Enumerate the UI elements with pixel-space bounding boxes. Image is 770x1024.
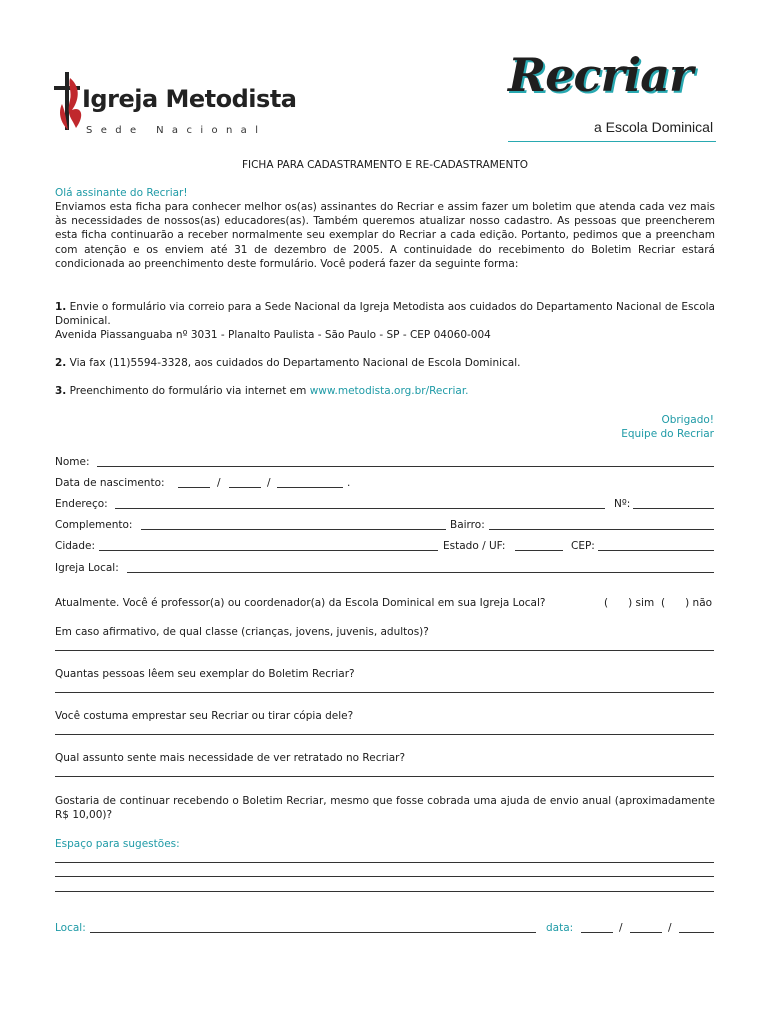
logo-subtitle: S e d e N a c i o n a l [86, 125, 261, 136]
input-data-ano[interactable] [679, 932, 714, 933]
form-title: FICHA PARA CADASTRAMENTO E RE-CADASTRAMENTO [241, 159, 529, 171]
option-3-number: 3. [55, 385, 67, 397]
label-numero: Nº: [614, 498, 631, 510]
field-cidade [55, 539, 714, 553]
input-numero[interactable] [633, 508, 714, 509]
input-igreja[interactable] [127, 572, 714, 573]
question-assunto [55, 751, 714, 765]
input-estado[interactable] [515, 550, 563, 551]
input-mes[interactable] [229, 487, 261, 488]
answer-classe[interactable] [55, 650, 714, 651]
question-leitores [55, 667, 714, 681]
field-nascimento [55, 476, 714, 490]
input-data-mes[interactable] [630, 932, 662, 933]
date-end: . [347, 477, 351, 489]
label-cidade: Cidade: [55, 540, 96, 552]
option-1-text: Envie o formulário via correio para a Sede Nacional da Igreja Metodista aos cuidados do Departamento Nacional de Escola Dominical. [55, 301, 715, 328]
suggestion-line-2[interactable] [55, 876, 714, 877]
option-3-text: Preenchimento do formulário via internet em [69, 385, 310, 397]
recriar-title: Recriar [508, 48, 693, 102]
input-data-dia[interactable] [581, 932, 613, 933]
field-complemento [55, 518, 714, 532]
label-estado: Estado / UF: [443, 540, 506, 552]
date-sep-1: / [217, 477, 221, 489]
answer-emprestar[interactable] [55, 734, 714, 735]
label-igreja: Igreja Local: [55, 562, 119, 574]
date-sep-2: / [267, 477, 271, 489]
question-leitores-text: Quantas pessoas lêem seu exemplar do Boletim Recriar? [55, 668, 355, 680]
recriar-subtitle: a Escola Dominical [594, 119, 714, 135]
label-bairro: Bairro: [450, 519, 485, 531]
option-1-address: Avenida Piassanguaba nº 3031 - Planalto Paulista - São Paulo - SP - CEP 04060-004 [55, 329, 491, 342]
label-local: Local: [55, 922, 86, 934]
footer-row [55, 921, 714, 935]
label-nome: Nome: [55, 456, 90, 468]
field-igreja [55, 561, 714, 575]
field-nome [55, 455, 714, 469]
recriar-underline [508, 141, 716, 142]
question-emprestar [55, 709, 714, 723]
label-nascimento: Data de nascimento: [55, 477, 165, 489]
input-nome[interactable] [97, 466, 714, 467]
input-cidade[interactable] [99, 550, 438, 551]
intro-paragraph: Enviamos esta ficha para conhecer melhor os(as) assinantes do Recriar e assim fazer um boletim que atenda cada vez mais às necessidades de nossos(as) educadores(as). Também queremos atualizar nosso cadastro. As pessoas que preencherem esta ficha continuarão a receber normalmente seu exemplar do Recriar a cada edição. Portanto, pedimos que a preencham com atenção e os enviem até 31 de dezembro de 2005. A continuidade do recebimento do Boletim Recriar estará condicionada ao preenchimento deste formulário. Você poderá fazer da seguinte forma: [55, 201, 715, 270]
input-cep[interactable] [598, 550, 714, 551]
suggestion-line-1[interactable] [55, 862, 714, 863]
recriar-logo [500, 48, 718, 144]
input-complemento[interactable] [141, 529, 446, 530]
question-assunto-text: Qual assunto sente mais necessidade de ver retratado no Recriar? [55, 752, 406, 764]
input-local[interactable] [90, 932, 536, 933]
igreja-metodista-logo [52, 70, 297, 136]
logo-title: Igreja Metodista [82, 85, 297, 113]
label-endereco: Endereço: [55, 498, 108, 510]
recriar-link[interactable]: www.metodista.org.br/Recriar. [309, 385, 469, 397]
question-emprestar-text: Você costuma emprestar seu Recriar ou tirar cópia dele? [55, 710, 354, 722]
answer-assunto[interactable] [55, 776, 714, 777]
question-classe-text: Em caso afirmativo, de qual classe (crianças, jovens, juvenis, adultos)? [55, 626, 429, 638]
option-1-number: 1. [55, 301, 67, 313]
suggestions-label: Espaço para sugestões: [55, 838, 180, 850]
option-2 [55, 356, 715, 370]
option-2-number: 2. [55, 357, 67, 369]
label-cep: CEP: [571, 540, 595, 552]
suggestion-line-3[interactable] [55, 891, 714, 892]
option-1 [55, 300, 715, 343]
question-professor [55, 596, 714, 610]
question-professor-text: Atualmente. Você é professor(a) ou coordenador(a) da Escola Dominical em sua Igreja Local? [55, 597, 546, 609]
input-dia[interactable] [178, 487, 210, 488]
question-cobranca: Gostaria de continuar recebendo o Boletim Recriar, mesmo que fosse cobrada uma ajuda de envio anual (aproximadamente R$ 10,00)? [55, 795, 715, 822]
option-2-text: Via fax (11)5594-3328, aos cuidados do Departamento Nacional de Escola Dominical. [69, 357, 521, 369]
option-nao[interactable]: ( ) não [661, 597, 713, 609]
thanks-text: Obrigado! [661, 414, 714, 426]
question-classe [55, 625, 714, 639]
input-ano[interactable] [277, 487, 343, 488]
footer-sep-1: / [619, 922, 623, 934]
answer-leitores[interactable] [55, 692, 714, 693]
field-endereco [55, 497, 714, 511]
label-complemento: Complemento: [55, 519, 133, 531]
option-sim[interactable]: ( ) sim [604, 597, 655, 609]
team-signature: Equipe do Recriar [621, 428, 714, 440]
footer-sep-2: / [668, 922, 672, 934]
option-3 [55, 384, 715, 398]
label-data: data: [546, 922, 574, 934]
greeting: Olá assinante do Recriar! [55, 187, 188, 199]
input-endereco[interactable] [115, 508, 605, 509]
input-bairro[interactable] [489, 529, 714, 530]
